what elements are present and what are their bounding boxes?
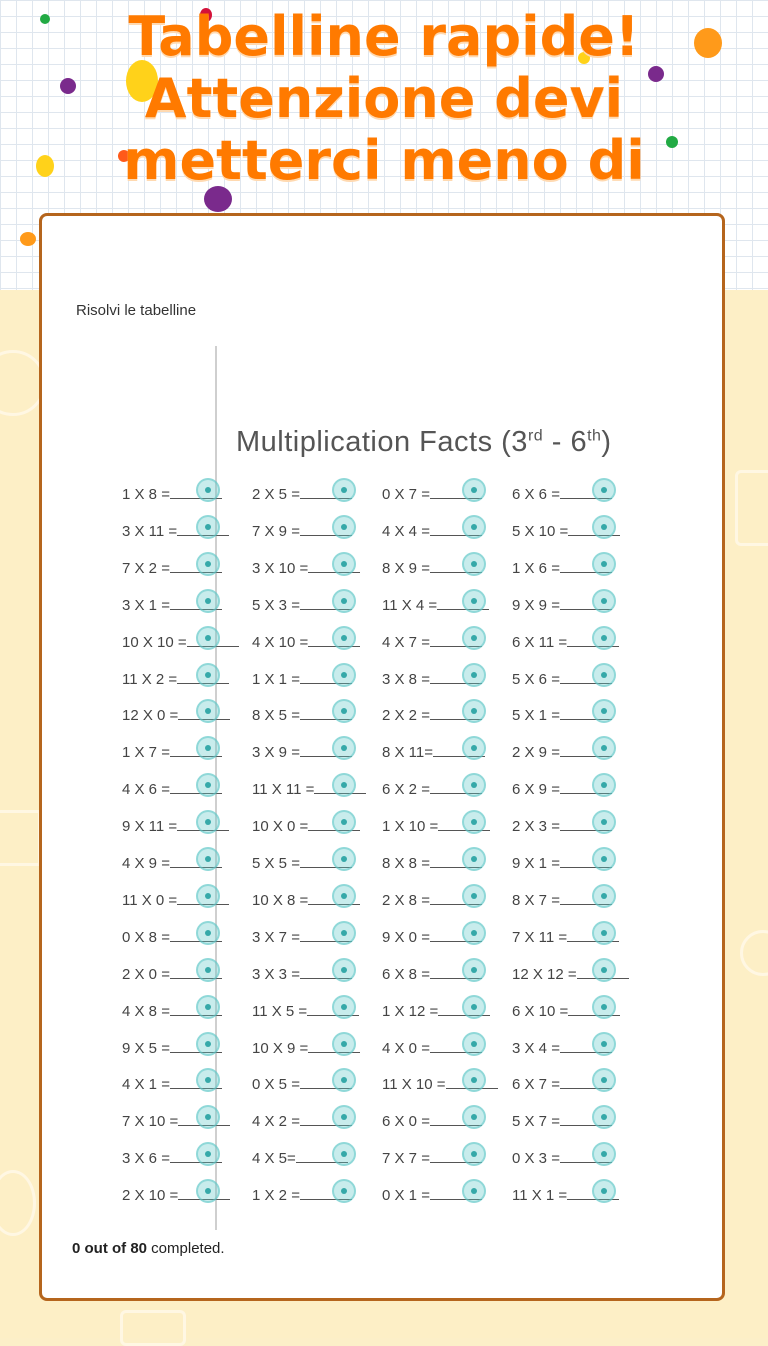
- problem-text: 2 X 2 =: [382, 707, 430, 725]
- problem-text: 8 X 7 =: [512, 891, 560, 909]
- problem-text: 3 X 4 =: [512, 1039, 560, 1057]
- problem-text: 6 X 10 =: [512, 1002, 569, 1020]
- problem-text: 6 X 9 =: [512, 781, 560, 799]
- problem-text: 9 X 11 =: [122, 818, 178, 836]
- problem-text: 9 X 9 =: [512, 596, 560, 614]
- problem-text: 3 X 9 =: [252, 744, 300, 762]
- problem-text: 5 X 5 =: [252, 855, 300, 872]
- problem-text: 10 X 10 =: [122, 633, 187, 651]
- answer-drop-zone[interactable]: [332, 995, 356, 1019]
- answer-drop-zone[interactable]: [462, 958, 486, 982]
- answer-drop-zone[interactable]: [592, 478, 616, 502]
- problem-text: 4 X 0 =: [382, 1039, 430, 1057]
- answer-drop-zone[interactable]: [196, 995, 220, 1019]
- problem-text: 4 X 8 =: [122, 1002, 170, 1020]
- problem-text: 0 X 1 =: [382, 1187, 430, 1205]
- answer-drop-zone[interactable]: [462, 626, 486, 650]
- paint-splat: [20, 232, 36, 246]
- problem-text: 1 X 7 =: [122, 744, 170, 762]
- answer-drop-zone[interactable]: [592, 1179, 616, 1203]
- problem-text: 1 X 6 =: [512, 559, 560, 577]
- problem-text: 4 X 10 =: [252, 633, 309, 651]
- problem-text: 5 X 6 =: [512, 670, 560, 688]
- answer-drop-zone[interactable]: [592, 1142, 616, 1166]
- answer-drop-zone[interactable]: [332, 552, 356, 576]
- answer-drop-zone[interactable]: [592, 847, 616, 871]
- problem-text: 11 X 10 =: [382, 1076, 446, 1094]
- answer-drop-zone[interactable]: [332, 1142, 356, 1166]
- problem-text: 6 X 8 =: [382, 965, 430, 983]
- instruction-text: Risolvi le tabelline: [76, 302, 197, 319]
- problem-text: 7 X 2 =: [122, 559, 170, 577]
- background-doodle: [0, 1170, 36, 1236]
- problem-text: 9 X 0 =: [382, 928, 430, 946]
- problem-text: 9 X 5 =: [122, 1039, 170, 1057]
- problem-text: 3 X 8 =: [382, 670, 430, 688]
- problem-text: 2 X 9 =: [512, 744, 560, 762]
- problem-text: 7 X 9 =: [252, 522, 300, 540]
- problem-text: 6 X 7 =: [512, 1076, 560, 1094]
- answer-drop-zone[interactable]: [592, 884, 616, 908]
- answer-drop-zone[interactable]: [332, 626, 356, 650]
- answer-drop-zone[interactable]: [332, 884, 356, 908]
- answer-drop-zone[interactable]: [592, 626, 616, 650]
- answer-drop-zone[interactable]: [592, 1032, 616, 1056]
- answer-drop-zone[interactable]: [462, 478, 486, 502]
- problem-text: 6 X 6 =: [512, 486, 560, 503]
- problem-text: 10 X 8 =: [252, 891, 309, 909]
- answer-drop-zone[interactable]: [332, 921, 356, 945]
- answer-drop-zone[interactable]: [592, 552, 616, 576]
- problem-text: 2 X 10 =: [122, 1187, 179, 1205]
- answer-drop-zone[interactable]: [462, 847, 486, 871]
- problem-text: 5 X 7 =: [512, 1113, 560, 1131]
- multiplication-problem: [122, 632, 239, 651]
- answer-drop-zone[interactable]: [196, 773, 220, 797]
- answer-drop-zone[interactable]: [462, 810, 486, 834]
- problem-text: 3 X 11 =: [122, 522, 178, 540]
- problem-text: 5 X 10 =: [512, 522, 569, 540]
- problem-text: 6 X 11 =: [512, 633, 568, 651]
- answer-drop-zone[interactable]: [196, 478, 220, 502]
- problem-text: 6 X 0 =: [382, 1113, 430, 1131]
- problem-text: 4 X 1 =: [122, 1076, 170, 1094]
- problem-text: 2 X 3 =: [512, 818, 560, 836]
- problem-text: 11 X 0 =: [122, 891, 178, 909]
- problem-text: 1 X 12 =: [382, 1002, 439, 1020]
- answer-drop-zone[interactable]: [592, 810, 616, 834]
- problem-text: 4 X 9 =: [122, 855, 170, 872]
- problem-text: 8 X 11=: [382, 744, 434, 762]
- problem-text: 5 X 3 =: [252, 596, 300, 614]
- answer-drop-zone[interactable]: [196, 1179, 220, 1203]
- problem-text: 4 X 6 =: [122, 781, 170, 799]
- answer-drop-zone[interactable]: [196, 515, 220, 539]
- answer-drop-zone[interactable]: [196, 626, 220, 650]
- answer-drop-zone[interactable]: [462, 995, 486, 1019]
- problem-text: 4 X 5=: [252, 1150, 296, 1168]
- answer-drop-zone[interactable]: [462, 589, 486, 613]
- problem-text: 0 X 7 =: [382, 486, 430, 503]
- problem-text: 1 X 2 =: [252, 1187, 300, 1205]
- answer-drop-zone[interactable]: [332, 589, 356, 613]
- answer-drop-zone[interactable]: [332, 958, 356, 982]
- problem-text: 12 X 12 =: [512, 965, 577, 983]
- problem-text: 4 X 7 =: [382, 633, 430, 651]
- problem-text: 11 X 5 =: [252, 1002, 308, 1020]
- answer-drop-zone[interactable]: [332, 1179, 356, 1203]
- answer-drop-zone[interactable]: [462, 773, 486, 797]
- problem-text: 8 X 5 =: [252, 707, 300, 725]
- answer-drop-zone[interactable]: [592, 958, 616, 982]
- background-doodle: [120, 1310, 186, 1346]
- answer-drop-zone[interactable]: [592, 773, 616, 797]
- problem-text: 7 X 7 =: [382, 1150, 430, 1168]
- background-doodle: [740, 930, 768, 976]
- problem-text: 11 X 2 =: [122, 670, 178, 688]
- problem-text: 11 X 4 =: [382, 596, 438, 614]
- problem-text: 6 X 2 =: [382, 781, 430, 799]
- problem-text: 7 X 10 =: [122, 1113, 179, 1131]
- background-doodle: [0, 810, 41, 866]
- answer-drop-zone[interactable]: [462, 515, 486, 539]
- answer-drop-zone[interactable]: [592, 663, 616, 687]
- answer-drop-zone[interactable]: [462, 921, 486, 945]
- answer-drop-zone[interactable]: [196, 921, 220, 945]
- problem-text: 0 X 8 =: [122, 928, 170, 946]
- problem-text: 3 X 3 =: [252, 965, 300, 983]
- answer-drop-zone[interactable]: [592, 515, 616, 539]
- problem-text: 2 X 5 =: [252, 486, 300, 503]
- answer-drop-zone[interactable]: [196, 552, 220, 576]
- answer-drop-zone[interactable]: [462, 884, 486, 908]
- problem-text: 8 X 9 =: [382, 559, 430, 577]
- problem-text: 3 X 7 =: [252, 928, 300, 946]
- answer-drop-zone[interactable]: [196, 589, 220, 613]
- problem-text: 4 X 4 =: [382, 522, 430, 540]
- problem-text: 11 X 1 =: [512, 1187, 568, 1205]
- answer-drop-zone[interactable]: [196, 663, 220, 687]
- answer-drop-zone[interactable]: [462, 1179, 486, 1203]
- answer-drop-zone[interactable]: [196, 847, 220, 871]
- answer-drop-zone[interactable]: [196, 1142, 220, 1166]
- answer-drop-zone[interactable]: [462, 552, 486, 576]
- worksheet-card: [39, 213, 725, 1301]
- progress-status: 0 out of 80 completed.: [72, 1240, 225, 1257]
- problem-text: 10 X 9 =: [252, 1039, 309, 1057]
- problem-text: 12 X 0 =: [122, 707, 179, 725]
- answer-drop-zone[interactable]: [332, 1032, 356, 1056]
- problem-text: 4 X 2 =: [252, 1113, 300, 1131]
- problem-text: 3 X 6 =: [122, 1150, 170, 1168]
- answer-drop-zone[interactable]: [196, 884, 220, 908]
- answer-drop-zone[interactable]: [592, 589, 616, 613]
- problem-text: 8 X 8 =: [382, 855, 430, 872]
- answer-drop-zone[interactable]: [196, 1032, 220, 1056]
- problem-text: 3 X 1 =: [122, 596, 170, 614]
- problem-text: 1 X 8 =: [122, 486, 170, 503]
- answer-drop-zone[interactable]: [332, 847, 356, 871]
- problem-text: 2 X 0 =: [122, 965, 170, 983]
- problem-text: 5 X 1 =: [512, 707, 560, 725]
- problem-text: 1 X 1 =: [252, 670, 300, 688]
- answer-drop-zone[interactable]: [332, 773, 356, 797]
- page-title: Tabelline rapide! Attenzione devi metterci meno di: [123, 5, 645, 192]
- worksheet-image: [72, 342, 702, 1232]
- answer-drop-zone[interactable]: [332, 810, 356, 834]
- answer-drop-zone[interactable]: [332, 515, 356, 539]
- answer-drop-zone[interactable]: [332, 663, 356, 687]
- answer-drop-zone[interactable]: [462, 663, 486, 687]
- problem-text: 2 X 8 =: [382, 891, 430, 909]
- problem-text: 1 X 10 =: [382, 818, 439, 836]
- problem-text: 0 X 5 =: [252, 1076, 300, 1094]
- problem-text: 0 X 3 =: [512, 1150, 560, 1168]
- answer-drop-zone[interactable]: [196, 958, 220, 982]
- answer-drop-zone[interactable]: [462, 1032, 486, 1056]
- background-doodle: [735, 470, 768, 546]
- worksheet-title: Multiplication Facts (3rd - 6th): [236, 426, 612, 458]
- answer-drop-zone[interactable]: [196, 810, 220, 834]
- problem-text: 7 X 11 =: [512, 928, 568, 946]
- problem-text: 3 X 10 =: [252, 559, 309, 577]
- answer-drop-zone[interactable]: [592, 921, 616, 945]
- problem-text: 11 X 11 =: [252, 781, 315, 799]
- answer-drop-zone[interactable]: [462, 1142, 486, 1166]
- answer-drop-zone[interactable]: [332, 478, 356, 502]
- answer-drop-zone[interactable]: [592, 995, 616, 1019]
- problem-text: 9 X 1 =: [512, 855, 560, 872]
- problem-text: 10 X 0 =: [252, 818, 309, 836]
